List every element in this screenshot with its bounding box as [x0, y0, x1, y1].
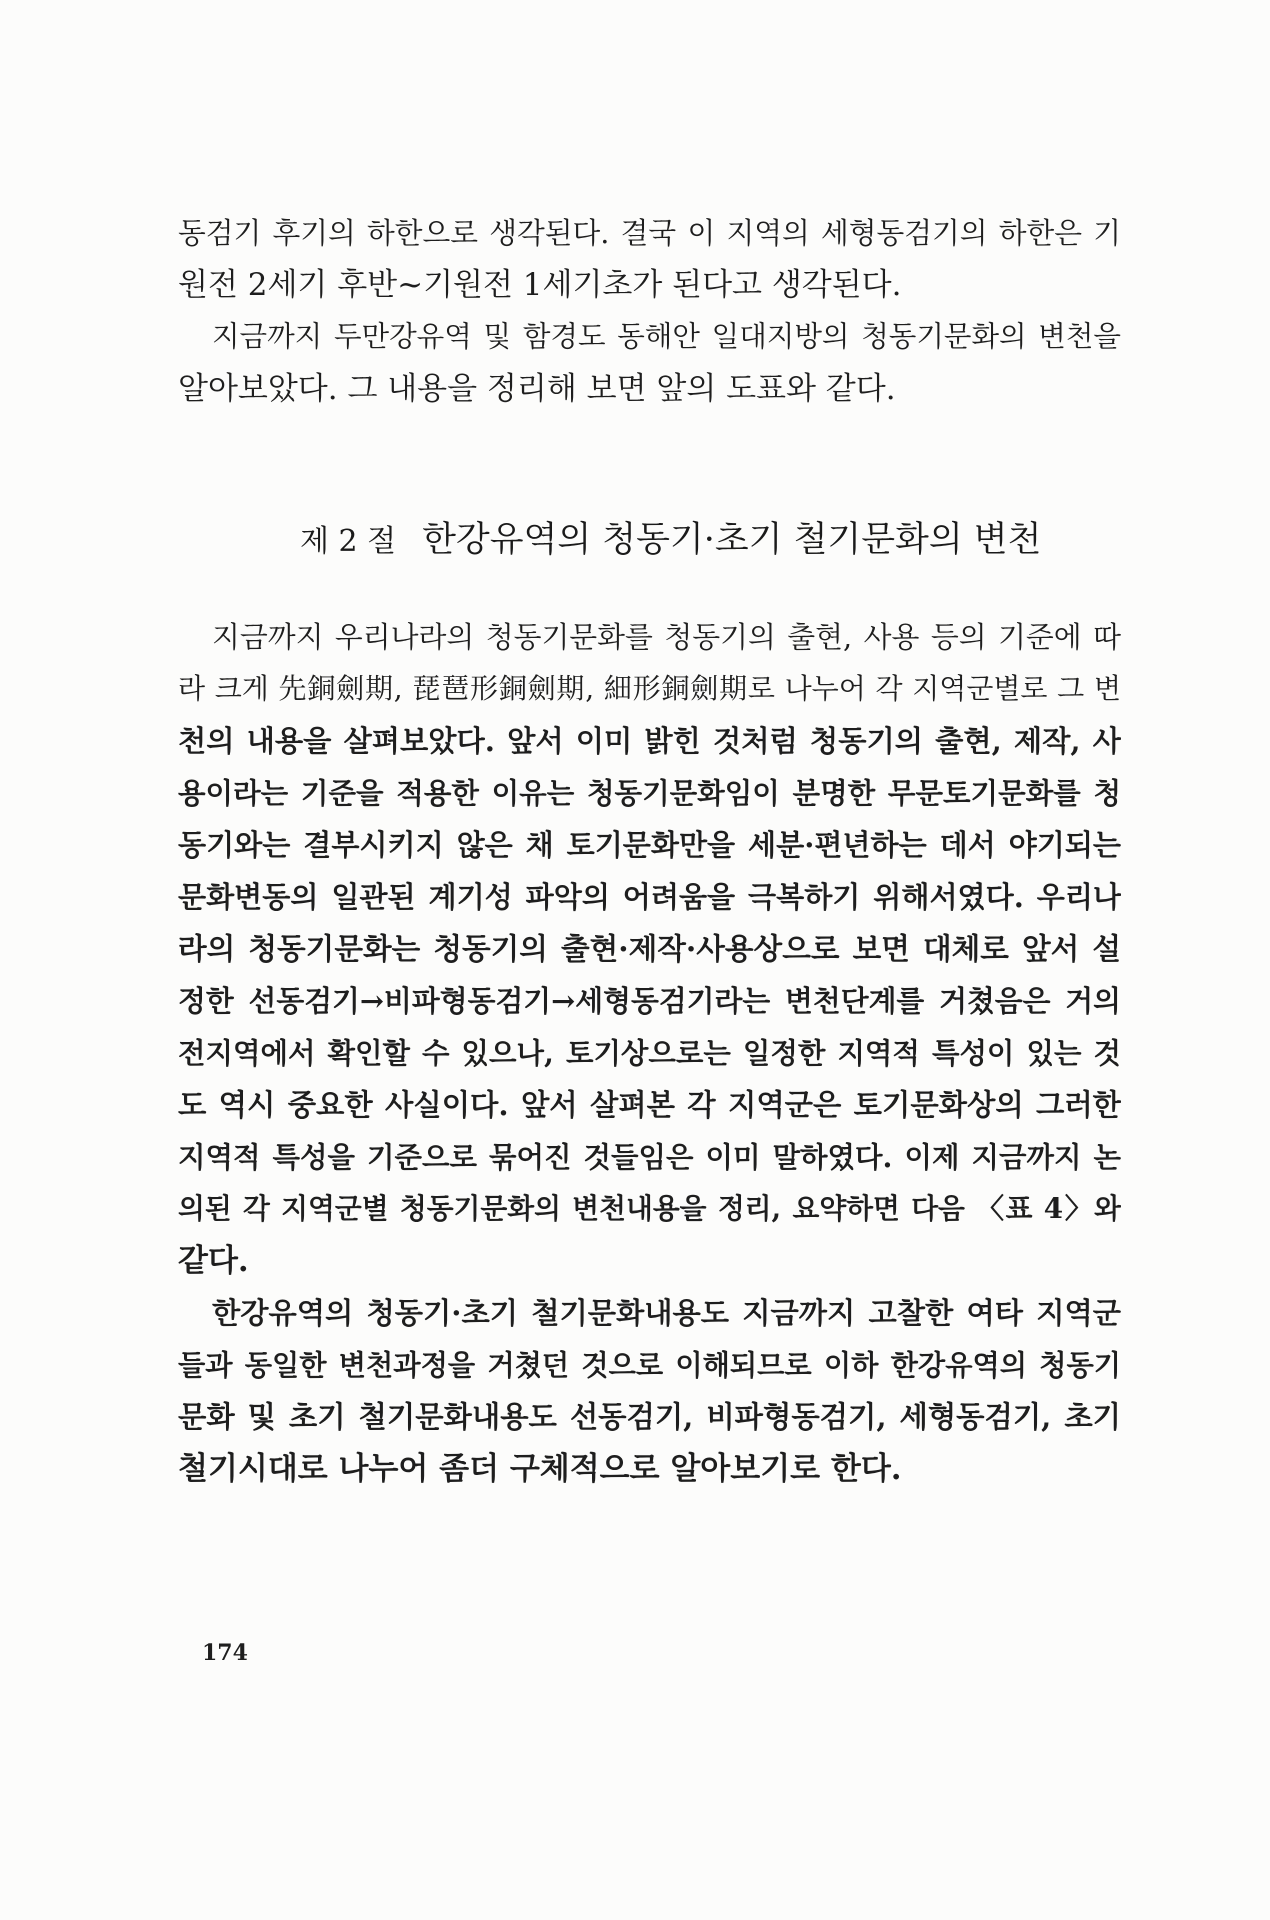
body-line: 지역적 특성을 기준으로 묶어진 것들임은 이미 말하였다. 이제 지금까지 논: [178, 1140, 1121, 1174]
intro-line: 원전 2세기 후반~기원전 1세기초가 된다고 생각된다.: [178, 267, 902, 303]
body-line: 도 역시 중요한 사실이다. 앞서 살펴본 각 지역군은 토기문화상의 그러한: [178, 1087, 1121, 1122]
body-paragraphs: [178, 611, 1121, 1495]
body-line: 라의 청동기문화는 청동기의 출현·제작·사용상으로 보면 대체로 앞서 설: [178, 931, 1121, 966]
body-line: 지금까지 우리나라의 청동기문화를 청동기의 출현, 사용 등의 기준에 따: [212, 620, 1121, 654]
body-line: 동기와는 결부시키지 않은 채 토기문화만을 세분·편년하는 데서 야기되는: [178, 828, 1121, 862]
section-number: 제 2 절: [300, 524, 397, 559]
intro-line: 동검기 후기의 하한으로 생각된다. 결국 이 지역의 세형동검기의 하한은 기: [178, 216, 1121, 250]
section-heading: [300, 512, 1040, 570]
intro-paragraphs: [178, 207, 1121, 415]
body-line: 용이라는 기준을 적용한 이유는 청동기문화임이 분명한 무문토기문화를 청: [178, 776, 1121, 810]
intro-line: 지금까지 두만강유역 및 함경도 동해안 일대지방의 청동기문화의 변천을: [212, 320, 1121, 353]
body-line: 같다.: [178, 1243, 249, 1279]
body-line: 천의 내용을 살펴보았다. 앞서 이미 밝힌 것처럼 청동기의 출현, 제작, 사: [178, 724, 1121, 758]
body-line: 철기시대로 나누어 좀더 구체적으로 알아보기로 한다.: [178, 1451, 902, 1487]
body-line: 정한 선동검기→비파형동검기→세형동검기라는 변천단계를 거쳤음은 거의: [178, 984, 1121, 1018]
body-line: 문화 및 초기 철기문화내용도 선동검기, 비파형동검기, 세형동검기, 초기: [178, 1399, 1121, 1434]
page-number: 174: [202, 1640, 248, 1666]
section-title: 한강유역의 청동기·초기 철기문화의 변천: [422, 520, 1042, 560]
body-line: 한강유역의 청동기·초기 철기문화내용도 지금까지 고찰한 여타 지역군: [212, 1296, 1121, 1330]
body-line: 문화변동의 일관된 계기성 파악의 어려움을 극복하기 위해서였다. 우리나: [178, 880, 1121, 914]
intro-line: 알아보았다. 그 내용을 정리해 보면 앞의 도표와 같다.: [178, 371, 896, 407]
body-line: 의된 각 지역군별 청동기문화의 변천내용을 정리, 요약하면 다음 〈표 4〉와: [178, 1192, 1121, 1225]
body-line: 전지역에서 확인할 수 있으나, 토기상으로는 일정한 지역적 특성이 있는 것: [178, 1036, 1121, 1070]
body-line: 들과 동일한 변천과정을 거쳤던 것으로 이해되므로 이하 한강유역의 청동기: [178, 1348, 1121, 1382]
body-line: 라 크게 先銅劍期, 琵琶形銅劍期, 細形銅劍期로 나누어 각 지역군별로 그 변: [178, 672, 1121, 705]
